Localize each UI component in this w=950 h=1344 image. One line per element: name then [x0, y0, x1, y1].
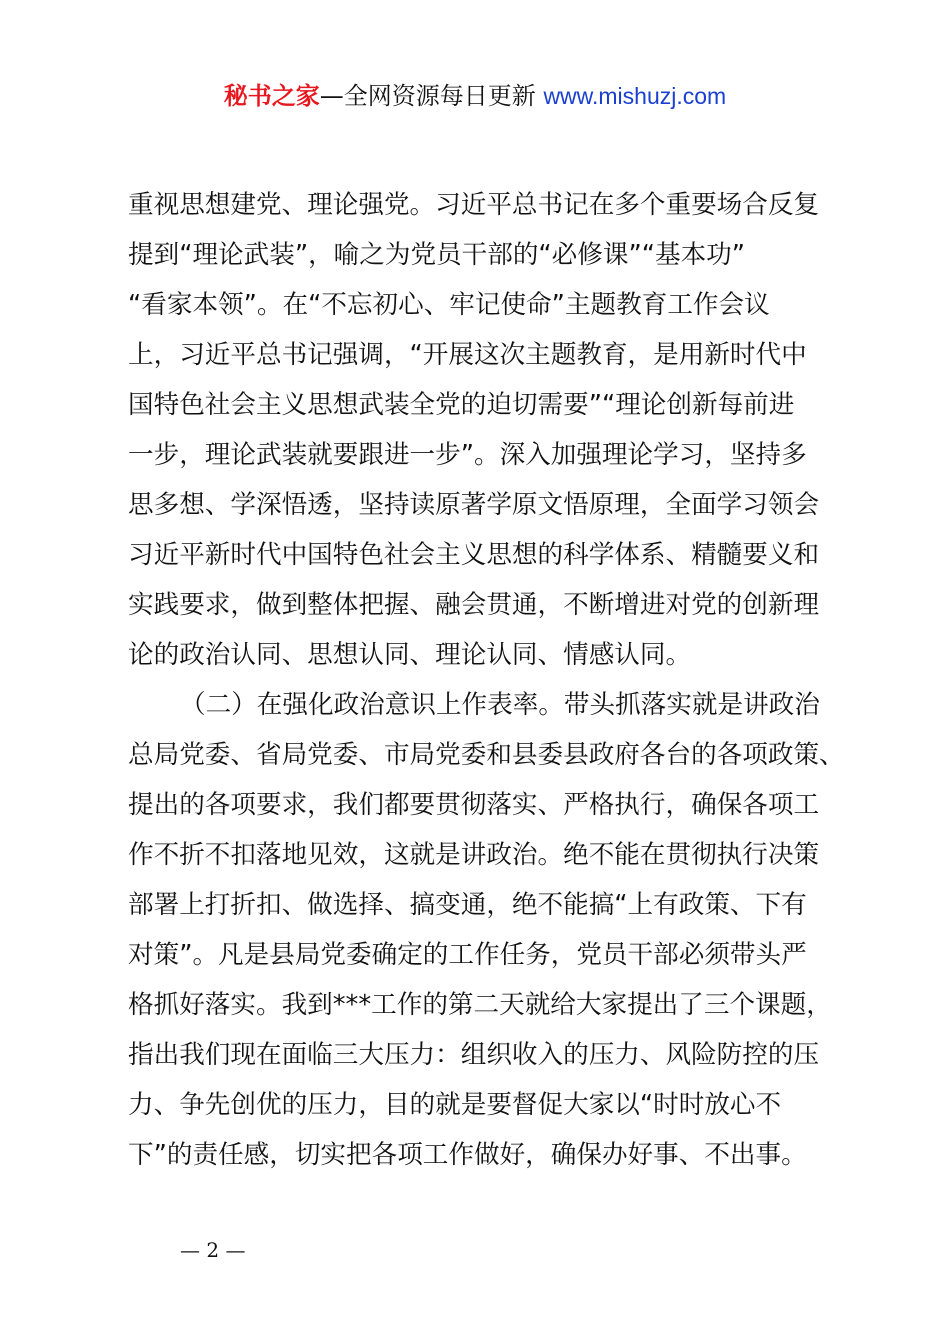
text-line: 重视思想建党、理论强党。习近平总书记在多个重要场合反复	[128, 190, 820, 220]
text-line: 上，习近平总书记强调，“开展这次主题教育，是用新时代中	[128, 340, 807, 370]
text-line: 提到“理论武装”，喻之为党员干部的“必修课”“基本功”	[128, 240, 746, 270]
site-header	[0, 80, 950, 112]
text-line: “看家本领”。在“不忘初心、牢记使命”主题教育工作会议	[128, 290, 770, 320]
text-line: 指出我们现在面临三大压力：组织收入的压力、风险防控的压	[128, 1040, 820, 1070]
text-line: 格抓好落实。我到***工作的第二天就给大家提出了三个课题，	[128, 990, 832, 1020]
text-line: 一步，理论武装就要跟进一步”。深入加强理论学习，坚持多	[128, 440, 807, 470]
site-url-link[interactable]: www.mishuzj.com	[543, 83, 727, 109]
text-line: 习近平新时代中国特色社会主义思想的科学体系、精髓要义和	[128, 540, 820, 570]
text-line: 对策”。凡是县局党委确定的工作任务，党员干部必须带头严	[128, 940, 807, 970]
brand-name: 秘书之家	[223, 82, 320, 110]
text-line: 力、争先创优的压力，目的就是要督促大家以“时时放心不	[128, 1090, 782, 1120]
text-line: 总局党委、省局党委、市局党委和县委县政府各台的各项政策、	[128, 740, 845, 770]
section-heading-line: （二）在强化政治意识上作表率。带头抓落实就是讲政治	[180, 690, 820, 720]
header-tagline: —全网资源每日更新	[319, 82, 536, 110]
text-line: 部署上打折扣、做选择、搞变通，绝不能搞“上有政策、下有	[128, 890, 807, 920]
text-line: 作不折不扣落地见效，这就是讲政治。绝不能在贯彻执行决策	[128, 840, 820, 870]
text-line: 思多想、学深悟透，坚持读原著学原文悟原理，全面学习领会	[128, 490, 820, 520]
text-line: 下”的责任感，切实把各项工作做好，确保办好事、不出事。	[128, 1140, 807, 1170]
document-body	[128, 180, 845, 1180]
page-number: — 2 —	[180, 1238, 246, 1262]
text-line: 提出的各项要求，我们都要贯彻落实、严格执行，确保各项工	[128, 790, 820, 820]
text-line: 实践要求，做到整体把握、融会贯通，不断增进对党的创新理	[128, 590, 820, 620]
text-line: 论的政治认同、思想认同、理论认同、情感认同。	[128, 640, 692, 670]
text-line: 国特色社会主义思想武装全党的迫切需要”“理论创新每前进	[128, 390, 795, 420]
